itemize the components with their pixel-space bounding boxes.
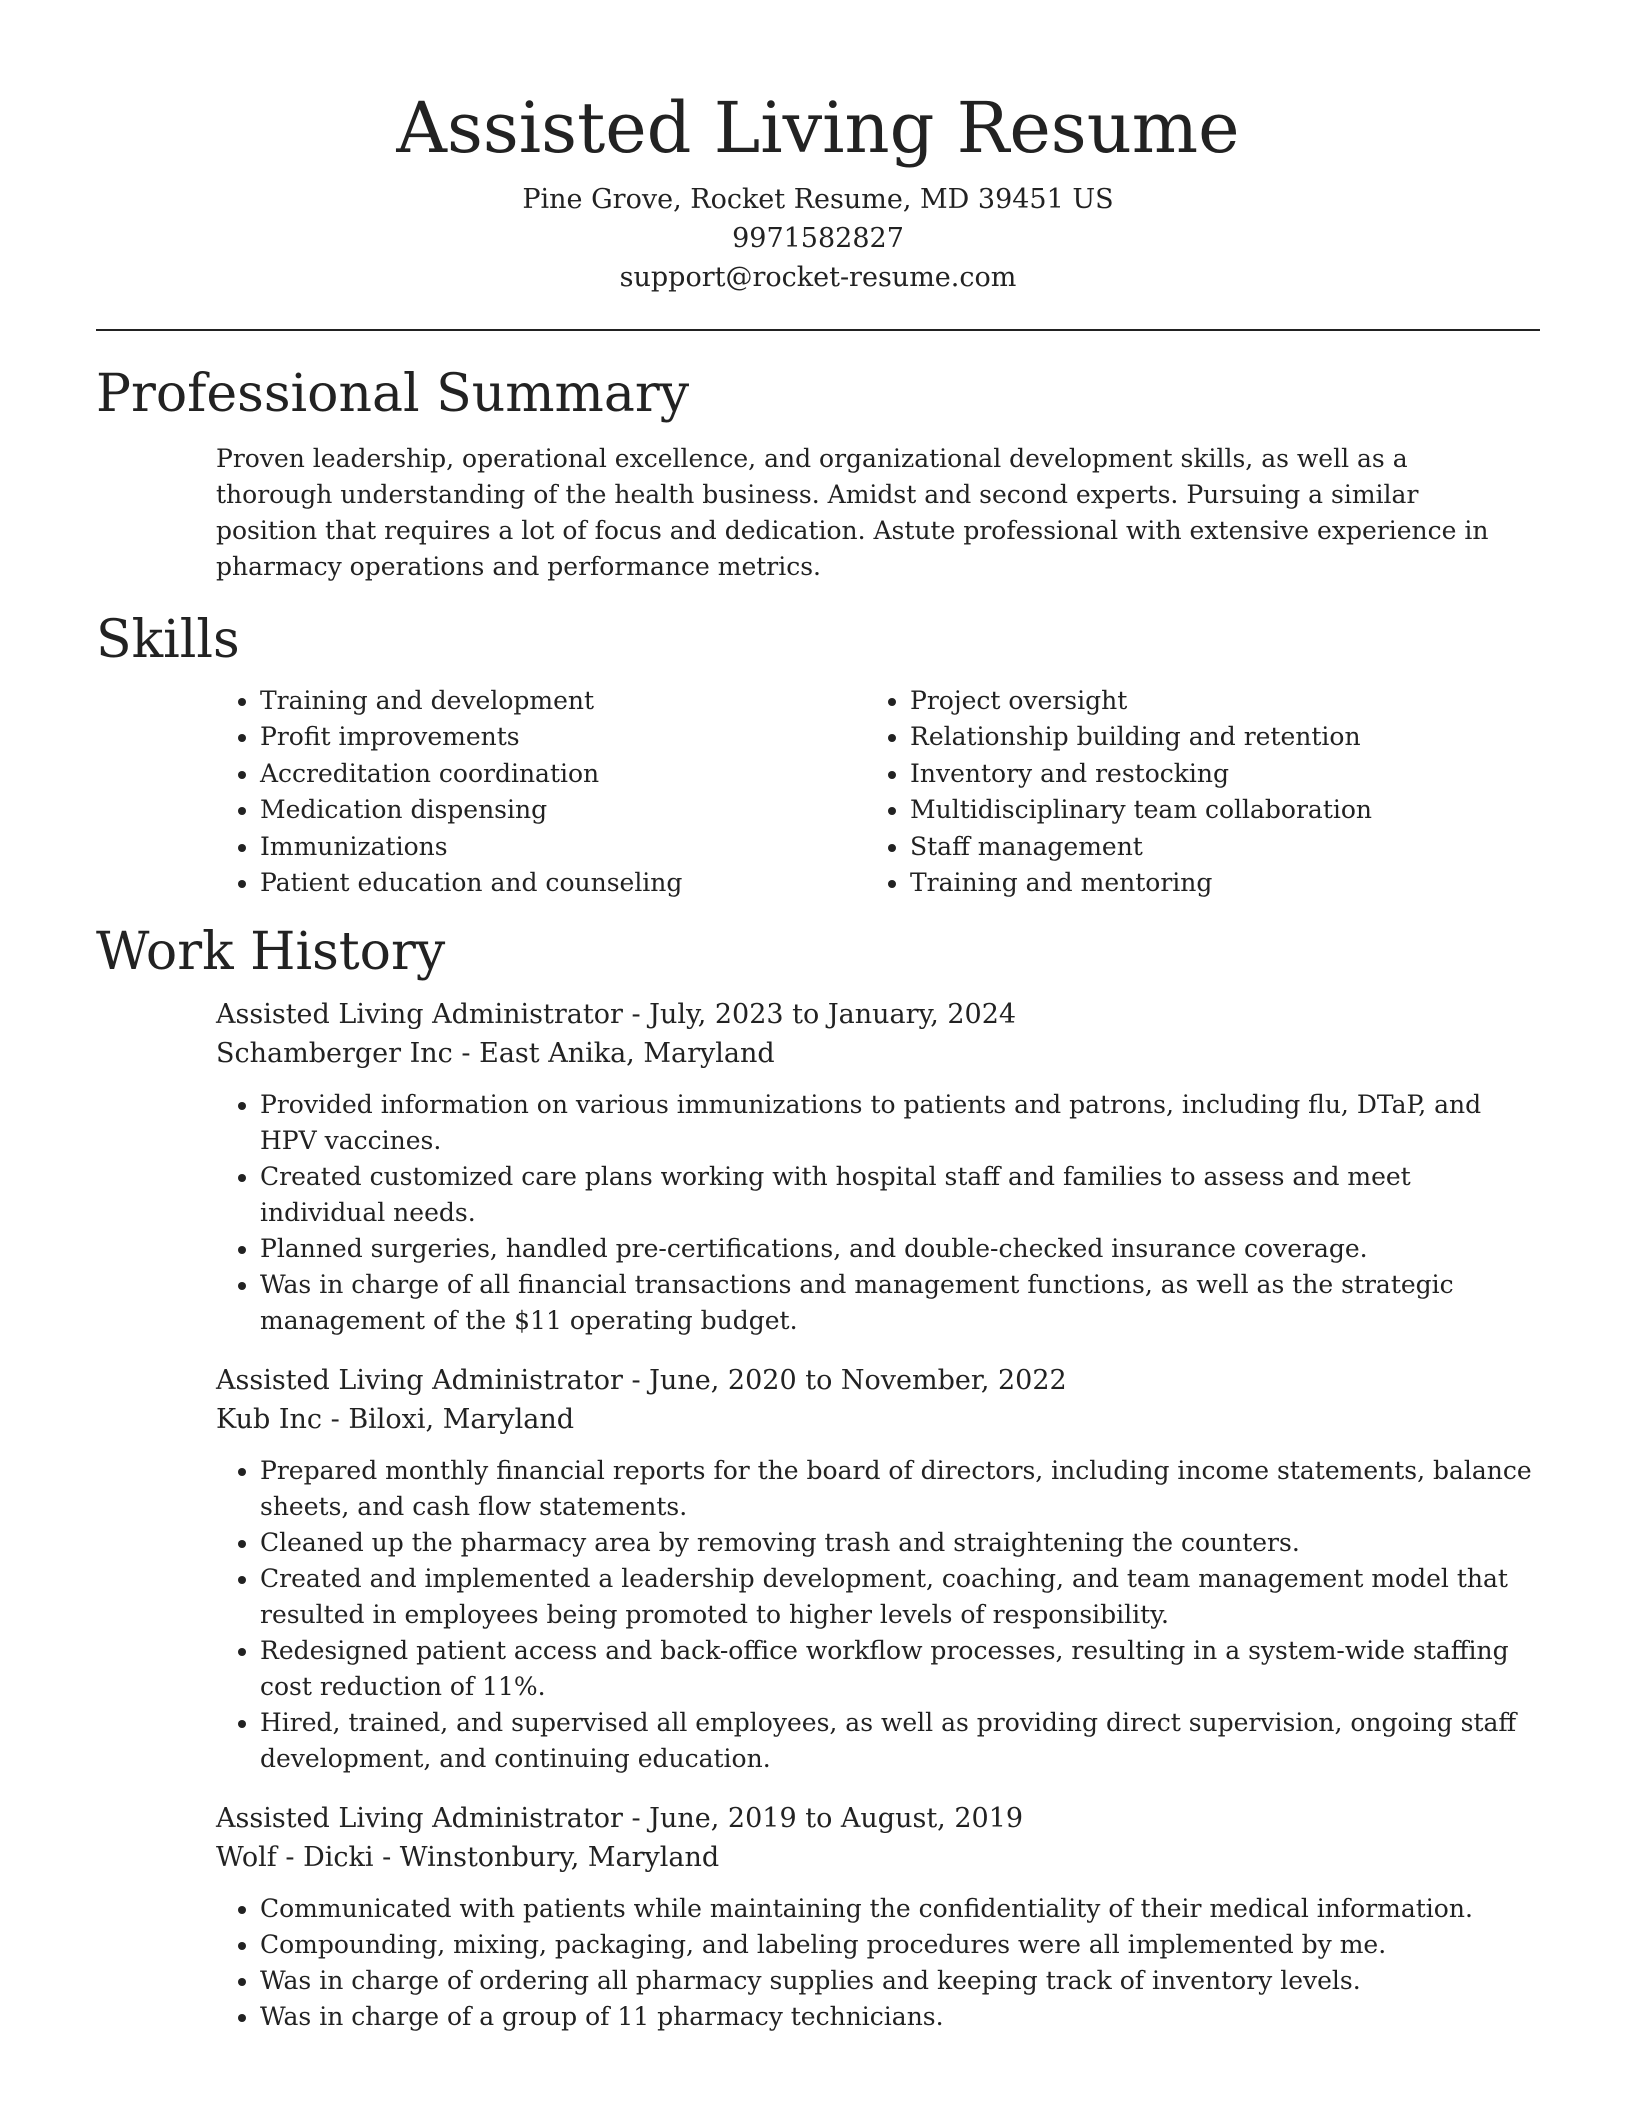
skill-item: • Medication dispensing [260,792,866,828]
skill-item: • Accreditation coordination [260,756,866,792]
skill-item: • Immunizations [260,829,866,865]
summary-text: Proven leadership, operational excellence, and organizational development skills, as well as a thorough understanding of the health business. Amidst and second experts. Pursuing a similar position that requires a lot of focus and dedication. Astute professional with extensive experience in pharmacy operations and performance metrics. [216,444,1489,581]
job-bullet: • Planned surgeries, handled pre-certifications, and double-checked insurance coverage. [260,1231,1540,1267]
job-dates: June, 2020 to November, 2022 [649,1365,1067,1397]
contact-phone: 9971582827 [732,223,904,254]
job-title-line [216,1799,1540,1838]
job-entry [216,1799,1540,2035]
skill-item: • Profit improvements [260,719,866,755]
job-separator: - [373,1842,400,1874]
job-bullet: • Was in charge of a group of 11 pharmacy technicians. [260,1999,1540,2035]
job-bullets [216,1891,1540,2035]
resume-page [96,0,1540,2035]
job-bullet: • Redesigned patient access and back-office workflow processes, resulting in a system-wide staffing cost reduction of 11%. [260,1633,1540,1705]
contact-email: support@rocket-resume.com [619,262,1017,293]
skill-item: • Staff management [910,829,1530,865]
job-title-line [216,995,1540,1034]
job-location: East Anika, Maryland [479,1038,775,1070]
job-bullet: • Created customized care plans working with hospital staff and families to assess and meet individual needs. [260,1159,1540,1231]
job-title-line [216,1361,1540,1400]
job-entry [216,995,1540,1339]
contact-block [96,180,1540,297]
job-separator: - [452,1038,480,1070]
job-bullet: • Was in charge of all financial transactions and management functions, as well as the strategic management of the $11 operating budget. [260,1267,1540,1339]
work-history-heading: Work History [96,922,446,983]
skill-item: • Inventory and restocking [910,756,1530,792]
job-bullet: • Created and implemented a leadership development, coaching, and team management model that resulted in employees being promoted to higher levels of responsibility. [260,1561,1540,1633]
skill-item: • Project oversight [910,683,1530,719]
job-dates: July, 2023 to January, 2024 [649,999,1017,1031]
skills-list [216,683,1540,901]
job-bullet: • Hired, trained, and supervised all employees, as well as providing direct supervision, ongoing staff development, and continuing education. [260,1705,1540,1777]
contact-address: Pine Grove, Rocket Resume, MD 39451 US [522,184,1114,215]
job-location: Winstonbury, Maryland [399,1842,720,1874]
skill-item: • Training and mentoring [910,865,1530,901]
job-separator: - [622,1803,650,1835]
job-bullet: • Cleaned up the pharmacy area by removing trash and straightening the counters. [260,1525,1540,1561]
job-role: Assisted Living Administrator [216,1365,623,1397]
job-company-line [216,1400,1540,1439]
skills-column-left [216,683,866,901]
job-bullet: • Provided information on various immunizations to patients and patrons, including flu, DTaP, and HPV vaccines. [260,1087,1540,1159]
job-entry [216,1361,1540,1777]
job-bullets [216,1453,1540,1777]
job-bullet: • Was in charge of ordering all pharmacy supplies and keeping track of inventory levels. [260,1963,1540,1999]
job-bullets [216,1087,1540,1339]
summary-heading: Professional Summary [96,364,690,424]
job-company: Kub Inc [216,1404,323,1436]
job-bullet: • Communicated with patients while maintaining the confidentiality of their medical information. [260,1891,1540,1927]
skill-item: • Multidisciplinary team collaboration [910,792,1530,828]
skill-item: • Training and development [260,683,866,719]
skills-heading: Skills [96,610,240,670]
skill-item: • Relationship building and retention [910,719,1530,755]
job-separator: - [622,999,650,1031]
job-company: Wolf - Dicki [216,1842,374,1874]
job-location: Biloxi, Maryland [348,1404,575,1436]
job-company-line [216,1034,1540,1073]
header-divider [96,329,1540,331]
job-bullet: • Compounding, mixing, packaging, and labeling procedures were all implemented by me. [260,1927,1540,1963]
job-bullet: • Prepared monthly financial reports for the board of directors, including income statements, balance sheets, and cash flow statements. [260,1453,1540,1525]
job-role: Assisted Living Administrator [216,999,623,1031]
skills-column-right [866,683,1530,901]
skill-item: • Patient education and counseling [260,865,866,901]
job-separator: - [322,1404,349,1436]
job-role: Assisted Living Administrator [216,1803,623,1835]
resume-title: Assisted Living Resume [396,87,1240,169]
job-company: Schamberger Inc [216,1038,453,1070]
job-company-line [216,1838,1540,1877]
job-dates: June, 2019 to August, 2019 [649,1803,1024,1835]
job-separator: - [622,1365,650,1397]
